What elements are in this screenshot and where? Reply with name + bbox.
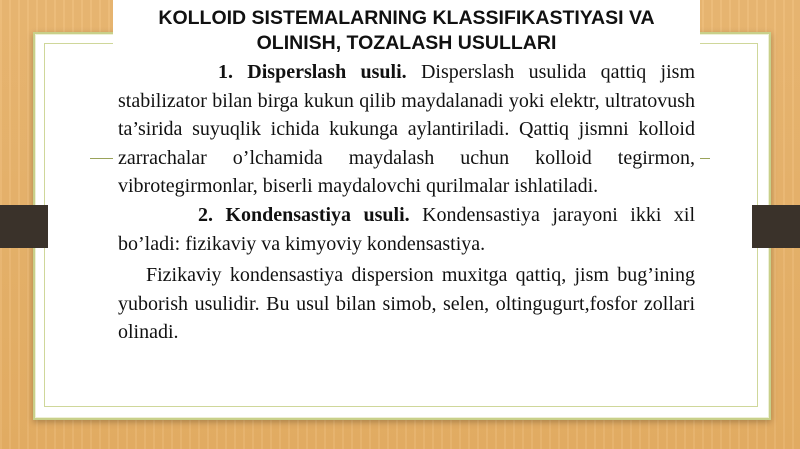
- paragraph-dispersion: [113, 58, 700, 201]
- decorative-tab-left: [0, 205, 48, 248]
- paragraph-condensation-heading: 2. Kondensastiya usuli.: [198, 203, 410, 226]
- paragraph-condensation: [113, 201, 700, 258]
- paragraph-condensation-text: Kondensastiya jarayoni ikki xil bo’ladi: fizikaviy va kimyoviy kondensastiya.: [118, 203, 695, 255]
- paragraph-physical-condensation: Fizikaviy kondensastiya dispersion muxitga qattiq, jism bug’ining yuborish usulidir. Bu usul bilan simob, selen, oltingugurt,fosfor zollari olinadi.: [118, 264, 695, 344]
- paragraph-dispersion-heading: 1. Disperslash usuli.: [218, 61, 407, 83]
- decorative-tab-right: [752, 205, 800, 248]
- slide-content: [113, 0, 700, 404]
- paragraph-dispersion-text: Disperslash usulida qattiq jism stabilizator bilan birga kukun qilib maydalanadi yoki elektr, ultratovush ta’sirida suyuqlik ichida kukunga aylantiriladi. Qattiq jismni kolloid zarrachalar o’lchamida maydalash uchun kolloid tegirmon, vibrotegirmonlar, biserli maydalovchi qurilmalar ishlatiladi.: [118, 61, 695, 198]
- slide-title: KOLLOID SISTEMALARNING KLASSIFIKASTIYASI VA OLINISH, TOZALASH USULLARI: [158, 7, 655, 54]
